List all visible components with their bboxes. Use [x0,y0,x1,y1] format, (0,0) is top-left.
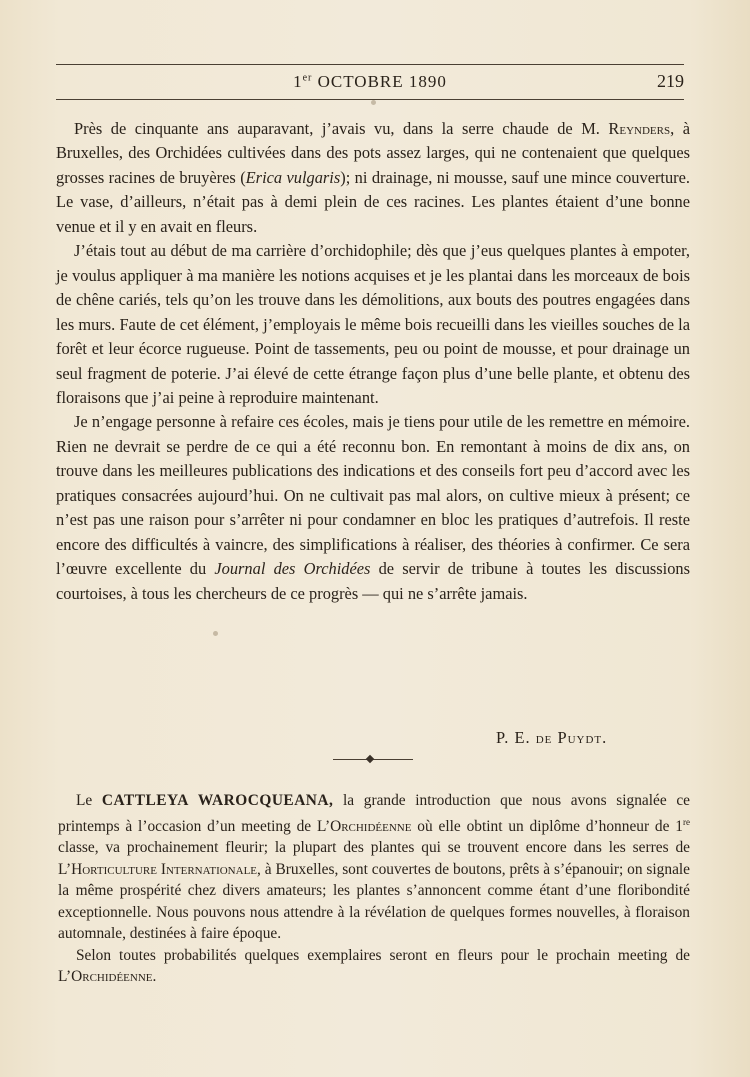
header-top-rule [56,64,684,65]
page-number: 219 [657,71,684,91]
signature-name: de Puydt. [535,728,608,747]
text-run: , à Bruxelles, sont couvertes de boutons, prêts à s’épanouir; on signale la même prospérité chez divers amateurs; les plantes s’annoncent comme étant d’une floribondité exceptionnelle. Nous pouvons nous attendre à la révélation de quelques formes nouvelles, à floraison automnale, destinées à faire époque. [58,860,691,943]
ordinal-superscript: re [683,816,690,827]
text-run: de servir de tribune à toutes les discussions courtoises, à tous les chercheurs de ce progrès — qui ne s’arrête jamais. [56,559,690,603]
text-run: Selon toutes probabilités quelques exemplaires seront en fleurs pour le prochain meeting de L’ [58,946,690,986]
news-paragraph-1 [58,790,690,945]
signature-initials: P. E. [496,728,536,747]
latin-name: Erica vulgaris [245,167,341,187]
text-run: Je n’engage personne à refaire ces écoles, mais je tiens pour utile de les remettre en mémoire. Rien ne devrait se perdre de ce qui a été reconnu bon. En remontant à moins de dix ans, on trouve dans les meilleures publications des indications et des conseils fort peu d’accord avec les pratiques consacrées aujourd’hui. On ne cultivait pas mal alors, on cultive mieux à présent; ce n’est pas une raison pour s’arrêter ni pour condamner en bloc les pratiques d’autrefois. Il reste encore des difficultés à vaincre, des simplifications à réaliser, des théories à confirmer. Ce sera l’œuvre excellente du [56,412,690,579]
news-item [58,790,690,988]
paragraph-1 [56,117,690,239]
author-signature [496,728,607,748]
news-title: CATTLEYA WAROCQUEANA, [101,792,334,809]
organization-name: Horticulture Internationale [71,860,258,878]
text-run: . [152,968,157,986]
header-date [56,72,684,92]
organization-name: Orchidéenne [71,968,153,986]
text-run: où elle obtint un diplôme d’honneur de 1 [411,817,683,835]
ornament-diamond [366,755,374,763]
paragraph-3 [56,410,690,606]
text-run: , à Bruxelles, des Orchidées cultivées dans des pots assez larges, qui ne contenaient que quelques grosses racines de bruyères ( [56,119,690,187]
running-header [56,70,684,96]
news-paragraph-2 [58,945,690,988]
date-text: OCTOBRE 1890 [312,72,447,91]
date-number: 1 [293,72,303,91]
article-body [56,117,690,606]
journal-title: Journal des Orchidées [214,559,371,579]
organization-name: Orchidéenne [330,817,412,835]
text-run: Le [76,792,102,809]
text-run: la grande introduction que nous avons signalée ce printemps à l’occasion d’un meeting de L’ [58,792,690,835]
paragraph-2: J’étais tout au début de ma carrière d’orchidophile; dès que j’eus quelques plantes à empoter, je voulus appliquer à ma manière les notions acquises et je les plantai dans les morceaux de bois de chêne cariés, tels qu’on les trouve dans les démolitions, aux bouts des poutres engagées dans les murs. Faute de cet élément, j’employais le même bois recueilli dans les vieilles souches de la forêt et leur écorce rugueuse. Point de tassements, peu ou point de mousse, et pour drainage un seul fragment de poterie. J’ai élevé de cette étrange façon plus d’une belle plante, et obtenu des floraisons que j’ai peine à reproduire maintenant. [56,241,690,407]
section-ornament [333,758,413,762]
text-run: classe, va prochainement fleurir; la plupart des plantes qui se trouvent encore dans les serres de L’ [58,839,690,878]
paper-speck [371,100,376,105]
person-name: Reynders [608,119,671,138]
date-superscript: er [302,72,313,84]
text-run: Près de cinquante ans auparavant, j’avais vu, dans la serre chaude de M. [74,119,609,138]
text-run: ); ni drainage, ni mousse, sauf une mince couverture. Le vase, d’ailleurs, n’était pas à demi plein de ces racines. Les plantes étaient d’une bonne venue et il y en avait en fleurs. [56,167,691,236]
header-bottom-rule [56,99,684,100]
paper-speck [213,631,218,636]
